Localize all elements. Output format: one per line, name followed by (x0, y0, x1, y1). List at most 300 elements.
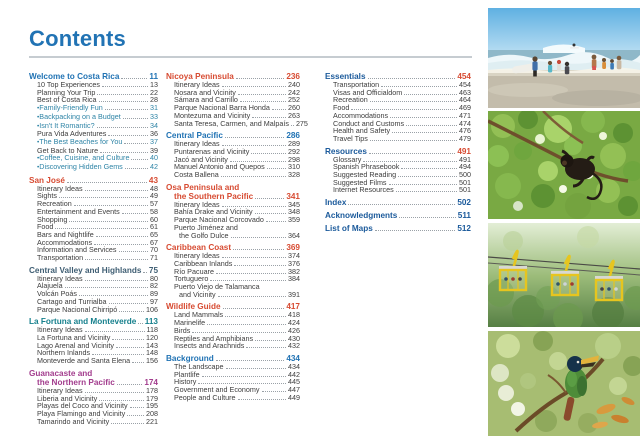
toc-entry-label: Land Mammals (174, 310, 224, 320)
toc-section-san-jos (29, 176, 158, 262)
toc-entry-label: Itinerary Ideas (174, 251, 220, 261)
toc-section-heading (325, 211, 471, 220)
toc-section-central-valley-and-highlands (29, 266, 158, 314)
toc-entry-page: 120 (146, 332, 158, 342)
toc-entry-page: 156 (146, 356, 158, 366)
toc-entry-label: Jacó and Vicinity (174, 154, 228, 164)
toc-entry-label: Spanish Phrasebook (333, 162, 400, 172)
section-title: Guanacaste and (29, 368, 93, 378)
dot-leader (251, 153, 286, 154)
dot-leader (238, 399, 286, 400)
toc-entry-page: 464 (459, 95, 471, 105)
dot-leader (138, 323, 142, 324)
toc-section-resources (325, 147, 471, 195)
dot-leader (74, 205, 148, 206)
dot-leader (392, 132, 457, 133)
photo-rainforest-tram (488, 223, 640, 327)
toc-entry-page: 61 (150, 222, 158, 232)
toc-entry (29, 357, 158, 365)
dot-leader (124, 143, 148, 144)
dot-leader (396, 191, 457, 192)
toc-entry-label: Birds (174, 325, 191, 335)
dot-leader (67, 182, 147, 183)
toc-section-acknowledgments (325, 211, 471, 220)
toc-entry-label: Volcán Poás (37, 289, 77, 299)
photo-surf-lesson-beach (488, 8, 640, 108)
toc-entry-page: 445 (288, 377, 300, 387)
dot-leader (97, 94, 148, 95)
toc-entry-label: People and Culture (174, 392, 236, 402)
toc-entry-label: Caribbean Inlands (174, 258, 233, 268)
toc-entry-label: Suggested Films (333, 177, 387, 187)
toc-entry-label: Accommodations (37, 237, 93, 247)
dot-leader (222, 86, 286, 87)
toc-entry (166, 171, 300, 179)
toc-entry-page: 118 (146, 325, 158, 335)
dot-leader (59, 197, 148, 198)
toc-entry-label: Travel Tips (333, 133, 368, 143)
dot-leader (96, 236, 148, 237)
toc-entry-label: Parque Nacional Barra Honda (174, 103, 270, 113)
section-page-number: 512 (457, 224, 471, 234)
toc-entry-label: Insects and Arachnids (174, 341, 245, 351)
dot-leader (121, 78, 147, 79)
toc-entry-page: 260 (288, 103, 300, 113)
toc-entry-label: History (174, 377, 197, 387)
section-title: La Fortuna and Monteverde (29, 317, 137, 327)
toc-entry-page: 430 (288, 333, 300, 343)
toc-entry-page: 80 (150, 273, 158, 283)
section-title: Caribbean Coast (166, 243, 232, 253)
dot-leader (398, 176, 457, 177)
toc-entry-label: Nosara and Vicinity (174, 87, 236, 97)
toc-section-index (325, 198, 471, 207)
toc-entry-label: Itinerary Ideas (174, 199, 220, 209)
toc-entry-label: Pura Vida Adventures (37, 129, 107, 139)
section-title: San José (29, 175, 65, 185)
toc-entry-page: 179 (146, 393, 158, 403)
section-title: Acknowledgments (325, 211, 398, 221)
section-page-number: 236 (286, 72, 300, 81)
title-divider (29, 56, 472, 58)
toc-entry-label: Santa Teresa, Carmen, and Malpaís (174, 118, 289, 128)
toc-entry-label: Bars and Nightlife (37, 229, 94, 239)
dot-leader (221, 176, 286, 177)
section-page-number: 511 (457, 211, 471, 221)
toc-entry-label: Itinerary Ideas (37, 183, 83, 193)
dot-leader (85, 190, 148, 191)
section-page-number: 341 (286, 191, 300, 201)
toc-entry-label: Transportation (37, 253, 84, 263)
dot-leader (127, 415, 144, 416)
toc-entry-page: 221 (146, 416, 158, 426)
toc-entry-page: 143 (146, 340, 158, 350)
toc-entry (325, 186, 471, 194)
toc-entry-page: 424 (288, 318, 300, 328)
toc-entry-label: Montezuma and Vicinity (174, 110, 251, 120)
dot-leader (351, 109, 457, 110)
toc-entry-page: 442 (288, 369, 300, 379)
toc-entry-label: Transportation (333, 80, 380, 89)
toc-entry-label: Best of Costa Rica (37, 95, 97, 105)
toc-entry-label: Sámara and Carrillo (174, 95, 238, 105)
section-title: Background (166, 353, 214, 363)
toc-entry-label: Northern Inlands (37, 348, 91, 358)
toc-section-list-of-maps (325, 224, 471, 233)
toc-entry-page: 240 (288, 80, 300, 89)
toc-entry-page: 48 (150, 183, 158, 193)
toc-entry-page: 298 (288, 154, 300, 164)
dot-leader (109, 303, 148, 304)
toc-entry-label: Itinerary Ideas (37, 325, 83, 335)
toc-entry-label: Parque Nacional Chirripó (37, 304, 118, 314)
toc-entry-page: 195 (146, 401, 158, 411)
dot-leader (116, 347, 144, 348)
toc-entry-page: 471 (459, 110, 471, 120)
section-page-number: 417 (286, 302, 300, 312)
dot-leader (381, 86, 457, 87)
dot-leader (368, 78, 456, 79)
toc-entry-label: Alajuela (37, 281, 63, 291)
toc-entry-page: 57 (150, 199, 158, 209)
toc-entry-page: 476 (459, 126, 471, 136)
toc-entry-page: 97 (150, 296, 158, 306)
toc-entry-label: Tortuguero (174, 274, 209, 284)
toc-entry-page: 494 (459, 162, 471, 172)
toc-entry-page: 418 (288, 310, 300, 320)
toc-entry-label: Parque Nacional Corcovado (174, 215, 264, 225)
toc-entry-page: 469 (459, 103, 471, 113)
toc-entry-label: Tamarindo and Vicinity (37, 416, 110, 426)
dot-leader (225, 316, 286, 317)
toc-entry-page: 289 (288, 139, 300, 149)
toc-entry-label: Monteverde and Santa Elena (37, 356, 131, 366)
section-title: Essentials (325, 72, 366, 81)
toc-entry-label: Government and Economy (174, 385, 260, 395)
toc-entry-page: 42 (150, 162, 158, 172)
dot-leader (119, 311, 144, 312)
toc-entry-label: Marinelife (174, 318, 206, 328)
toc-entry-page: 310 (288, 162, 300, 172)
dot-leader (119, 251, 148, 252)
toc-entry-label: Get Back to Nature (37, 145, 99, 155)
toc-entry-label: Visas and Officialdom (333, 87, 403, 97)
dot-leader (406, 125, 457, 126)
toc-entry (29, 306, 158, 314)
toc-entry-label: Puerto Jiménez and (174, 222, 238, 232)
dot-leader (130, 407, 144, 408)
section-title: Wildlife Guide (166, 302, 221, 312)
section-page-number: 286 (286, 131, 300, 141)
dot-leader (123, 118, 148, 119)
toc-entry (166, 394, 300, 402)
toc-entry (29, 254, 158, 262)
dot-leader (233, 249, 284, 250)
toc-entry-label: the Golfo Dulce (179, 230, 229, 240)
dot-leader (369, 153, 455, 154)
dot-leader (375, 230, 456, 231)
dot-leader (143, 272, 147, 273)
toc-entry-label: • Backpacking on a Budget (39, 111, 121, 121)
dot-leader (370, 140, 457, 141)
toc-entry-page: 432 (288, 341, 300, 351)
toc-entry-page: 434 (288, 361, 300, 371)
dot-leader (236, 78, 285, 79)
dot-leader (216, 273, 286, 274)
dot-leader (125, 168, 148, 169)
toc-entry-page: 106 (146, 304, 158, 314)
dot-leader (390, 117, 457, 118)
toc-entry-label: Entertainment and Events (37, 206, 120, 216)
toc-entry-page: 426 (288, 325, 300, 335)
dot-leader (216, 360, 285, 361)
toc-entry-page: 391 (288, 289, 300, 299)
toc-section-heading (325, 224, 471, 233)
toc-entry-label: Liberia and Vicinity (37, 393, 98, 403)
toc-entry-label: Food (333, 103, 350, 113)
toc-entry-page: 37 (150, 136, 158, 146)
page-title: Contents (29, 26, 126, 51)
dot-leader (226, 368, 286, 369)
dot-leader (105, 109, 148, 110)
toc-entry (166, 342, 300, 350)
photo-strip (488, 8, 640, 436)
dot-leader (112, 339, 144, 340)
toc-entry-label: La Fortuna and Vicinity (37, 332, 111, 342)
toc-entry-page: 148 (146, 348, 158, 358)
toc-entry-label: Cartago and Turrialba (37, 296, 107, 306)
dot-leader (255, 198, 284, 199)
toc-entry-page: 345 (288, 199, 300, 209)
toc-entry (29, 163, 158, 172)
dot-leader (202, 376, 286, 377)
dot-leader (99, 101, 148, 102)
dot-leader (131, 159, 148, 160)
section-title: Welcome to Costa Rica (29, 72, 120, 81)
section-page-number: 43 (148, 175, 158, 185)
dot-leader (69, 221, 148, 222)
toc-entry (166, 118, 308, 128)
section-title: Central Valley and Highlands (29, 265, 142, 275)
toc-entry-page: 479 (459, 133, 471, 143)
toc-entry-label: Itinerary Ideas (37, 385, 83, 395)
section-page-number: 174 (144, 377, 158, 387)
toc-entry (325, 135, 471, 143)
toc-entry-label: Itinerary Ideas (174, 139, 220, 149)
toc-entry (166, 232, 300, 240)
toc-entry-page: 374 (288, 251, 300, 261)
toc-entry-page: 501 (459, 177, 471, 187)
dot-leader (404, 94, 457, 95)
toc-entry-page: 463 (459, 87, 471, 97)
toc-entry-page: 40 (150, 153, 158, 163)
toc-section-central-pacific (166, 131, 300, 179)
photo-howler-monkey (488, 111, 640, 219)
toc-entry-label: Manuel Antonio and Quepos (174, 162, 265, 172)
toc-entry-page: 22 (150, 87, 158, 97)
toc-entry-page: 28 (150, 95, 158, 105)
toc-section-wildlife-guide (166, 302, 300, 350)
toc-entry-page: 292 (288, 146, 300, 156)
toc-entry-page: 31 (150, 103, 158, 113)
toc-section-la-fortuna-and-monteverde (29, 317, 158, 365)
toc-entry-label: Conduct and Customs (333, 118, 405, 128)
section-page-number: 113 (144, 317, 158, 327)
dot-leader (223, 308, 285, 309)
toc-section-heading (325, 198, 471, 207)
section-title: Nicoya Peninsula (166, 72, 234, 81)
toc-entry-page: 13 (150, 80, 158, 89)
section-page-number: 491 (457, 146, 471, 156)
section-page-number: 502 (457, 198, 471, 208)
dot-leader (102, 86, 148, 87)
dot-leader (234, 265, 286, 266)
toc-entry-page: 70 (150, 245, 158, 255)
toc-entry-page: 60 (150, 214, 158, 224)
toc-entry-page: 36 (150, 129, 158, 139)
toc-entry-page: 447 (288, 385, 300, 395)
toc-entry-label: and Vicinity (179, 289, 216, 299)
toc-entry-label: Lago Arenal and Vicinity (37, 340, 114, 350)
section-title: Osa Peninsula and (166, 182, 240, 192)
toc-entry-page: 67 (150, 237, 158, 247)
dot-leader (399, 217, 455, 218)
toc-entry (166, 291, 300, 299)
toc-section-caribbean-coast (166, 243, 300, 298)
toc-section-osa-peninsula-and (166, 183, 300, 240)
dot-leader (85, 392, 144, 393)
dot-leader (272, 109, 286, 110)
toc-entry-page: 364 (288, 230, 300, 240)
toc-entry-page: 359 (288, 215, 300, 225)
toc-entry-page: 33 (150, 111, 158, 121)
dot-leader (389, 184, 457, 185)
section-page-number: 11 (149, 72, 158, 81)
toc-entry-label: The Landscape (174, 361, 224, 371)
toc-entry-label: Shopping (37, 214, 68, 224)
toc-entry-page: 328 (288, 170, 300, 180)
toc-entry-label: Food (37, 222, 54, 232)
toc-entry-label: Information and Services (37, 245, 117, 255)
dot-leader (267, 168, 286, 169)
dot-leader (225, 137, 284, 138)
toc-entry-label: Itinerary Ideas (37, 273, 83, 283)
toc-entry-page: 178 (146, 385, 158, 395)
section-page-number: 75 (148, 265, 158, 275)
toc-entry-page: 491 (459, 154, 471, 164)
section-page-number: 454 (457, 72, 471, 81)
toc-entry-label: Itinerary Ideas (174, 80, 220, 89)
dot-leader (291, 125, 294, 126)
toc-entry-label: Planning Your Trip (37, 87, 96, 97)
toc-entry-page: 382 (288, 266, 300, 276)
section-page-number: 434 (286, 353, 300, 363)
dot-leader (207, 324, 286, 325)
dot-leader (266, 221, 286, 222)
toc-entry-page: 39 (150, 145, 158, 155)
toc-entry (29, 418, 158, 426)
toc-entry-label: Playas del Coco and Vicinity (37, 401, 128, 411)
toc-entry-page: 58 (150, 206, 158, 216)
toc-entry-page: 263 (288, 110, 300, 120)
toc-entry-label: Río Pacuare (174, 266, 214, 276)
section-title: the Southern Pacific (174, 191, 254, 201)
toc-entry-label: Playa Flamingo and Vicinity (37, 408, 126, 418)
section-title: Central Pacific (166, 131, 223, 141)
dot-leader (348, 204, 455, 205)
section-title: List of Maps (325, 224, 373, 234)
toc-entry-label: Sights (37, 191, 57, 201)
toc-entry-label: Internet Resources (333, 185, 394, 195)
dot-leader (255, 340, 286, 341)
toc-entry-page: 348 (288, 207, 300, 217)
toc-column-2 (166, 72, 308, 406)
toc-section-heading (166, 183, 300, 192)
toc-entry-page: 500 (459, 170, 471, 180)
dot-leader (401, 168, 457, 169)
section-title: Index (325, 198, 347, 208)
toc-column-1 (29, 72, 158, 429)
toc-entry-label: Bahía Drake and Vicinity (174, 207, 253, 217)
toc-entry-page: 454 (459, 80, 471, 89)
toc-entry-label: Puerto Viejo de Talamanca (174, 282, 260, 292)
toc-section-essentials (325, 72, 471, 143)
toc-column-3 (325, 72, 471, 237)
toc-entry-page: 252 (288, 95, 300, 105)
section-title: the Northern Pacific (37, 377, 115, 387)
toc-entry-label: Recreation (37, 199, 72, 209)
dot-leader (85, 259, 148, 260)
toc-entry-page: 376 (288, 258, 300, 268)
dot-leader (252, 117, 286, 118)
dot-leader (117, 384, 143, 385)
toc-section-background (166, 354, 300, 402)
toc-entry-label: • Coffee, Cuisine, and Culture (39, 153, 130, 163)
dot-leader (246, 347, 286, 348)
toc-entry-page: 89 (150, 289, 158, 299)
photo-toucanet-bird (488, 331, 640, 436)
toc-entry-label: • Isn't It Romantic? (39, 120, 95, 130)
toc-entry-label: • Family-Friendly Fun (39, 103, 103, 113)
dot-leader (85, 280, 148, 281)
toc-entry-page: 449 (288, 392, 300, 402)
toc-entry-page: 208 (146, 408, 158, 418)
toc-entry-page: 242 (288, 87, 300, 97)
dot-leader (192, 332, 286, 333)
dot-leader (122, 213, 148, 214)
toc-entry-label: Accommodations (333, 110, 389, 120)
section-page-number: 369 (286, 243, 300, 253)
dot-leader (65, 287, 148, 288)
toc-entry-page: 65 (150, 229, 158, 239)
dot-leader (231, 237, 286, 238)
toc-entry-label: Glossary (333, 154, 362, 164)
toc-entry-page: 49 (150, 191, 158, 201)
toc-entry-label: Suggested Reading (333, 170, 397, 180)
toc-entry-label: • Discovering Hidden Gems (39, 162, 123, 172)
toc-entry-page: 34 (150, 120, 158, 130)
toc-entry-label: Health and Safety (333, 126, 391, 136)
toc-entry-label: Puntarenas and Vicinity (174, 146, 250, 156)
dot-leader (97, 127, 148, 128)
dot-leader (370, 101, 457, 102)
toc-entry-page: 82 (150, 281, 158, 291)
toc-entry-label: Plantlife (174, 369, 200, 379)
toc-section-heading (29, 369, 158, 378)
toc-entry-page: 275 (295, 118, 308, 128)
toc-entry-page: 474 (459, 118, 471, 128)
toc-entry-label: 10 Top Experiences (37, 80, 100, 89)
